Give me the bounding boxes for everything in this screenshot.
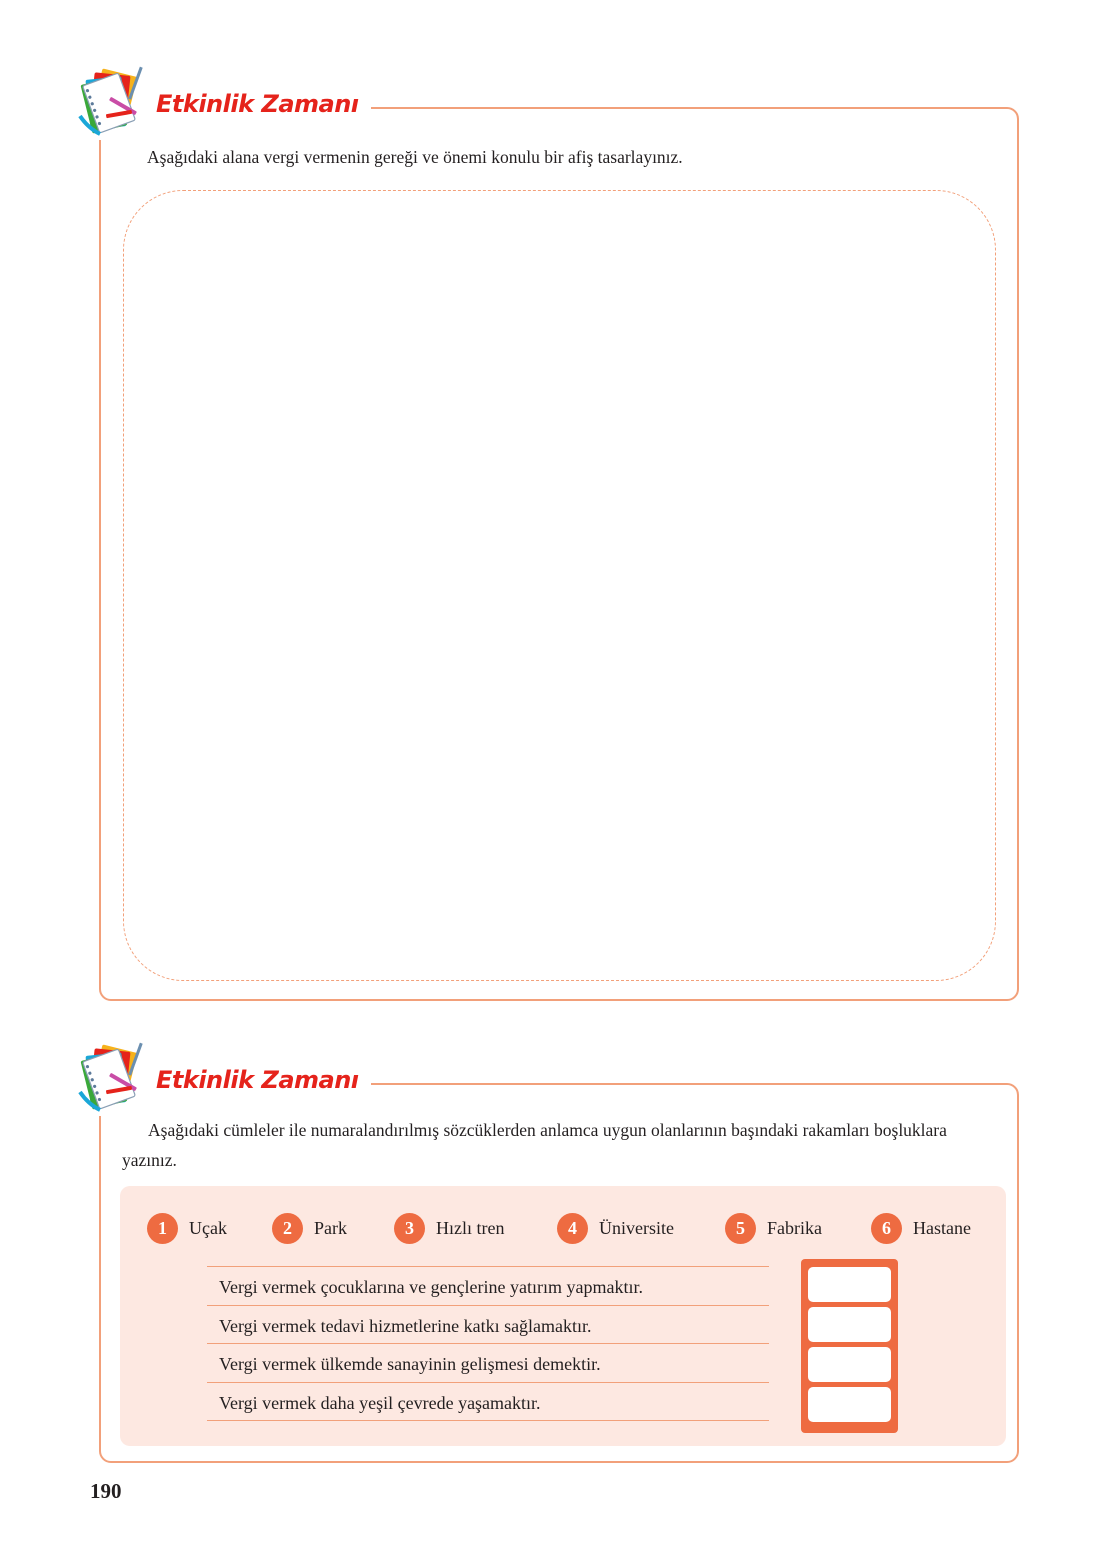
word-item <box>147 1213 227 1244</box>
word-item <box>725 1213 822 1244</box>
number-badge: 5 <box>725 1213 756 1244</box>
number-badge: 2 <box>272 1213 303 1244</box>
word-label: Hızlı tren <box>436 1218 505 1238</box>
word-item <box>557 1213 674 1244</box>
sentence-row: Vergi vermek daha yeşil çevrede yaşamaktır. <box>207 1383 769 1422</box>
word-label: Üniversite <box>599 1218 674 1238</box>
sentence-row: Vergi vermek çocuklarına ve gençlerine yatırım yapmaktır. <box>207 1267 769 1306</box>
instruction-text: Aşağıdaki alana vergi vermenin gereği ve önemi konulu bir afiş tasarlayınız. <box>147 147 683 167</box>
activity-header-2 <box>78 1040 371 1116</box>
number-badge: 6 <box>871 1213 902 1244</box>
answer-box-group <box>801 1259 898 1433</box>
word-item <box>871 1213 971 1244</box>
activity-header-1 <box>78 64 371 140</box>
word-item <box>272 1213 347 1244</box>
instruction-text: Aşağıdaki cümleler ile numaralandırılmış sözcüklerden anlamca uygun olanlarının başındaki rakamları boşluklara yazınız. <box>122 1120 947 1170</box>
number-badge: 4 <box>557 1213 588 1244</box>
word-label: Fabrika <box>767 1218 822 1238</box>
word-item <box>394 1213 504 1244</box>
sentence-list <box>207 1266 769 1421</box>
section-title: Etkinlik Zamanı <box>156 1066 359 1094</box>
word-label: Park <box>314 1218 347 1238</box>
number-badge: 1 <box>147 1213 178 1244</box>
word-label: Hastane <box>913 1218 971 1238</box>
notebook-pencil-icon <box>78 1040 156 1116</box>
answer-box[interactable] <box>808 1267 891 1302</box>
sentence-row: Vergi vermek tedavi hizmetlerine katkı sağlamaktır. <box>207 1306 769 1345</box>
answer-box[interactable] <box>808 1347 891 1382</box>
notebook-pencil-icon <box>78 64 156 140</box>
number-badge: 3 <box>394 1213 425 1244</box>
sentence-row: Vergi vermek ülkemde sanayinin gelişmesi demektir. <box>207 1344 769 1383</box>
answer-box[interactable] <box>808 1307 891 1342</box>
page-number: 190 <box>90 1479 122 1503</box>
word-label: Uçak <box>189 1218 227 1238</box>
poster-drawing-area[interactable] <box>123 190 996 981</box>
word-list <box>0 1213 1106 1247</box>
answer-box[interactable] <box>808 1387 891 1422</box>
section-title: Etkinlik Zamanı <box>156 90 359 118</box>
